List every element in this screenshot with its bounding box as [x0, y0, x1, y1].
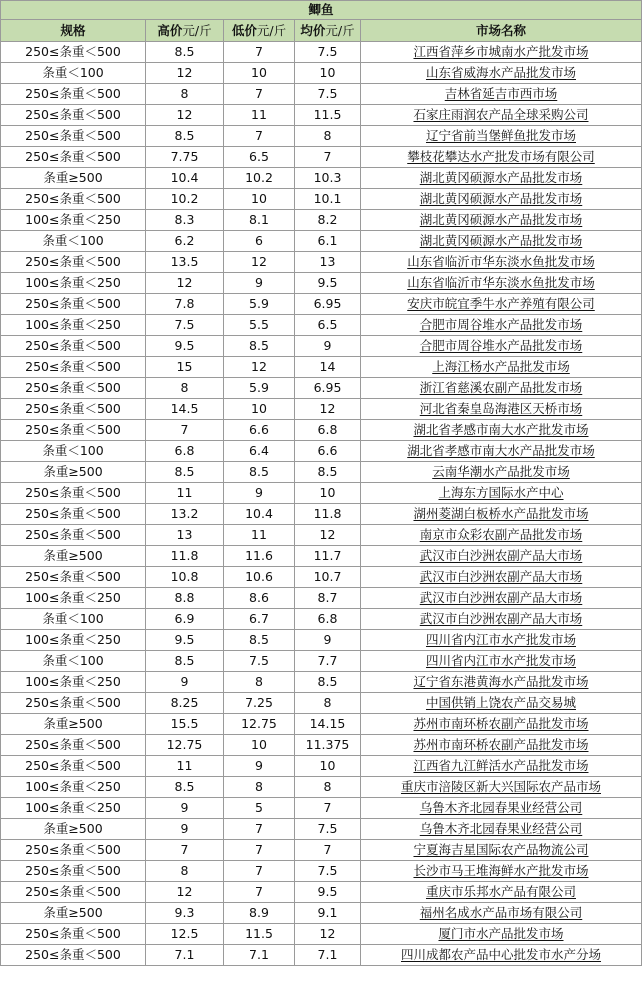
cell-market: 湖北黄冈硕源水产品批发市场	[361, 189, 642, 210]
cell-spec: 条重≥500	[1, 714, 146, 735]
cell-avg: 8	[295, 693, 361, 714]
cell-high: 10.4	[146, 168, 224, 189]
cell-avg: 7	[295, 798, 361, 819]
table-row	[1, 525, 642, 546]
cell-avg: 6.95	[295, 378, 361, 399]
cell-market: 山东省临沂市华东淡水鱼批发市场	[361, 273, 642, 294]
header-high-label: 高价	[157, 23, 183, 38]
cell-high: 8.5	[146, 462, 224, 483]
cell-low: 10.4	[224, 504, 295, 525]
table-row	[1, 147, 642, 168]
cell-low: 8.1	[224, 210, 295, 231]
cell-low: 7.25	[224, 693, 295, 714]
cell-low: 11.5	[224, 924, 295, 945]
cell-spec: 条重＜100	[1, 63, 146, 84]
cell-spec: 250≤条重＜500	[1, 42, 146, 63]
cell-spec: 100≤条重＜250	[1, 798, 146, 819]
cell-high: 7	[146, 420, 224, 441]
header-row	[1, 20, 642, 42]
cell-avg: 11.7	[295, 546, 361, 567]
cell-avg: 10.1	[295, 189, 361, 210]
cell-market: 长沙市马王堆海鲜水产批发市场	[361, 861, 642, 882]
cell-avg: 7.7	[295, 651, 361, 672]
cell-low: 8.6	[224, 588, 295, 609]
cell-avg: 12	[295, 399, 361, 420]
table-row	[1, 924, 642, 945]
cell-high: 8	[146, 378, 224, 399]
cell-high: 9	[146, 798, 224, 819]
cell-low: 8	[224, 777, 295, 798]
cell-low: 12	[224, 357, 295, 378]
cell-avg: 7.1	[295, 945, 361, 966]
cell-high: 8.3	[146, 210, 224, 231]
cell-low: 6.5	[224, 147, 295, 168]
cell-avg: 6.6	[295, 441, 361, 462]
cell-market: 浙江省慈溪农副产品批发市场	[361, 378, 642, 399]
cell-low: 7	[224, 42, 295, 63]
cell-market: 武汉市白沙洲农副产品大市场	[361, 546, 642, 567]
table-row	[1, 420, 642, 441]
cell-avg: 8.5	[295, 462, 361, 483]
cell-low: 10	[224, 63, 295, 84]
cell-high: 12	[146, 63, 224, 84]
table-row	[1, 945, 642, 966]
cell-market: 四川省内江市水产批发市场	[361, 651, 642, 672]
cell-avg: 6.1	[295, 231, 361, 252]
cell-high: 7.75	[146, 147, 224, 168]
cell-spec: 100≤条重＜250	[1, 672, 146, 693]
table-row	[1, 294, 642, 315]
cell-low: 9	[224, 756, 295, 777]
cell-avg: 6.8	[295, 420, 361, 441]
table-row	[1, 651, 642, 672]
cell-avg: 9	[295, 336, 361, 357]
table-row	[1, 588, 642, 609]
cell-low: 8	[224, 672, 295, 693]
cell-high: 8.5	[146, 126, 224, 147]
table-row	[1, 756, 642, 777]
cell-market: 武汉市白沙洲农副产品大市场	[361, 588, 642, 609]
table-row	[1, 483, 642, 504]
cell-spec: 条重＜100	[1, 231, 146, 252]
cell-high: 8.5	[146, 651, 224, 672]
cell-avg: 10.3	[295, 168, 361, 189]
cell-high: 15	[146, 357, 224, 378]
cell-spec: 250≤条重＜500	[1, 567, 146, 588]
cell-high: 8	[146, 84, 224, 105]
cell-avg: 14	[295, 357, 361, 378]
cell-high: 12.5	[146, 924, 224, 945]
cell-high: 7.1	[146, 945, 224, 966]
cell-market: 中国供销上饶农产品交易城	[361, 693, 642, 714]
cell-spec: 250≤条重＜500	[1, 882, 146, 903]
table-row	[1, 798, 642, 819]
cell-market: 攀枝花攀达水产批发市场有限公司	[361, 147, 642, 168]
cell-high: 8.5	[146, 42, 224, 63]
cell-low: 5.9	[224, 378, 295, 399]
table-row	[1, 609, 642, 630]
cell-high: 10.8	[146, 567, 224, 588]
cell-avg: 7.5	[295, 84, 361, 105]
table-row	[1, 777, 642, 798]
cell-market: 厦门市水产品批发市场	[361, 924, 642, 945]
cell-market: 江西省九江鲜活水产品批发市场	[361, 756, 642, 777]
cell-avg: 6.5	[295, 315, 361, 336]
table-row	[1, 357, 642, 378]
cell-market: 重庆市涪陵区新大兴国际农产品市场	[361, 777, 642, 798]
cell-spec: 250≤条重＜500	[1, 189, 146, 210]
cell-spec: 250≤条重＜500	[1, 861, 146, 882]
cell-high: 7.8	[146, 294, 224, 315]
cell-spec: 250≤条重＜500	[1, 399, 146, 420]
table-row	[1, 189, 642, 210]
cell-low: 5	[224, 798, 295, 819]
cell-avg: 7.5	[295, 819, 361, 840]
cell-spec: 250≤条重＜500	[1, 378, 146, 399]
table-row	[1, 105, 642, 126]
cell-low: 9	[224, 273, 295, 294]
cell-spec: 250≤条重＜500	[1, 420, 146, 441]
cell-spec: 100≤条重＜250	[1, 630, 146, 651]
cell-high: 9	[146, 819, 224, 840]
cell-avg: 10	[295, 756, 361, 777]
cell-market: 合肥市周谷堆水产品批发市场	[361, 336, 642, 357]
cell-low: 10.2	[224, 168, 295, 189]
cell-low: 7	[224, 840, 295, 861]
cell-avg: 11.375	[295, 735, 361, 756]
cell-market: 石家庄雨润农产品全球采购公司	[361, 105, 642, 126]
table-row	[1, 861, 642, 882]
cell-high: 11.8	[146, 546, 224, 567]
cell-avg: 9.1	[295, 903, 361, 924]
cell-avg: 9.5	[295, 882, 361, 903]
cell-avg: 7.5	[295, 42, 361, 63]
cell-spec: 250≤条重＜500	[1, 336, 146, 357]
cell-market: 苏州市南环桥农副产品批发市场	[361, 714, 642, 735]
header-low-label: 低价	[231, 23, 257, 38]
cell-high: 12.75	[146, 735, 224, 756]
cell-high: 6.2	[146, 231, 224, 252]
cell-spec: 250≤条重＜500	[1, 357, 146, 378]
table-row	[1, 903, 642, 924]
cell-market: 乌鲁木齐北园春果业经营公司	[361, 798, 642, 819]
table-row	[1, 231, 642, 252]
header-high	[146, 20, 224, 42]
header-high-unit: 元/斤	[182, 23, 212, 38]
table-row	[1, 672, 642, 693]
cell-spec: 条重＜100	[1, 609, 146, 630]
cell-spec: 250≤条重＜500	[1, 84, 146, 105]
cell-market: 湖北黄冈硕源水产品批发市场	[361, 168, 642, 189]
header-avg	[295, 20, 361, 42]
table-row	[1, 315, 642, 336]
cell-market: 武汉市白沙洲农副产品大市场	[361, 609, 642, 630]
cell-market: 湖北省孝感市南大水产批发市场	[361, 420, 642, 441]
cell-spec: 100≤条重＜250	[1, 315, 146, 336]
cell-spec: 250≤条重＜500	[1, 504, 146, 525]
cell-high: 6.9	[146, 609, 224, 630]
cell-low: 6.6	[224, 420, 295, 441]
cell-low: 9	[224, 483, 295, 504]
table-row	[1, 84, 642, 105]
table-row	[1, 567, 642, 588]
cell-high: 7	[146, 840, 224, 861]
cell-high: 10.2	[146, 189, 224, 210]
cell-spec: 条重≥500	[1, 462, 146, 483]
cell-low: 7	[224, 126, 295, 147]
cell-market: 湖北黄冈硕源水产品批发市场	[361, 231, 642, 252]
cell-high: 13	[146, 525, 224, 546]
cell-avg: 7	[295, 840, 361, 861]
cell-avg: 12	[295, 924, 361, 945]
cell-spec: 条重≥500	[1, 903, 146, 924]
cell-spec: 250≤条重＜500	[1, 693, 146, 714]
header-low-unit: 元/斤	[256, 23, 287, 38]
cell-high: 8.5	[146, 777, 224, 798]
cell-low: 6.4	[224, 441, 295, 462]
table-row	[1, 735, 642, 756]
cell-high: 15.5	[146, 714, 224, 735]
table-row	[1, 63, 642, 84]
cell-high: 13.2	[146, 504, 224, 525]
cell-avg: 6.95	[295, 294, 361, 315]
table-row	[1, 693, 642, 714]
cell-high: 9.3	[146, 903, 224, 924]
cell-spec: 条重≥500	[1, 546, 146, 567]
cell-spec: 条重＜100	[1, 651, 146, 672]
cell-market: 福州名成水产品市场有限公司	[361, 903, 642, 924]
cell-low: 10	[224, 735, 295, 756]
cell-spec: 100≤条重＜250	[1, 210, 146, 231]
table-row	[1, 882, 642, 903]
cell-market: 江西省萍乡市城南水产批发市场	[361, 42, 642, 63]
table-row	[1, 714, 642, 735]
cell-avg: 8	[295, 777, 361, 798]
header-market: 市场名称	[361, 20, 642, 42]
table-row	[1, 252, 642, 273]
cell-spec: 条重＜100	[1, 441, 146, 462]
cell-avg: 7.5	[295, 861, 361, 882]
table-row	[1, 336, 642, 357]
cell-high: 14.5	[146, 399, 224, 420]
cell-market: 辽宁省前当堡鲜鱼批发市场	[361, 126, 642, 147]
cell-avg: 8.7	[295, 588, 361, 609]
cell-avg: 10	[295, 483, 361, 504]
cell-high: 13.5	[146, 252, 224, 273]
cell-market: 宁夏海吉星国际农产品物流公司	[361, 840, 642, 861]
cell-avg: 6.8	[295, 609, 361, 630]
cell-low: 11.6	[224, 546, 295, 567]
cell-spec: 250≤条重＜500	[1, 735, 146, 756]
cell-market: 四川省内江市水产批发市场	[361, 630, 642, 651]
cell-spec: 250≤条重＜500	[1, 924, 146, 945]
cell-low: 7	[224, 819, 295, 840]
table-row	[1, 273, 642, 294]
header-spec: 规格	[1, 20, 146, 42]
cell-spec: 100≤条重＜250	[1, 273, 146, 294]
cell-low: 11	[224, 525, 295, 546]
cell-spec: 250≤条重＜500	[1, 252, 146, 273]
cell-high: 12	[146, 273, 224, 294]
table-row	[1, 819, 642, 840]
cell-market: 乌鲁木齐北园春果业经营公司	[361, 819, 642, 840]
cell-market: 河北省秦皇岛海港区天桥市场	[361, 399, 642, 420]
cell-spec: 250≤条重＜500	[1, 294, 146, 315]
cell-low: 5.9	[224, 294, 295, 315]
cell-market: 湖北省孝感市南大水产品批发市场	[361, 441, 642, 462]
cell-market: 南京市众彩农副产品批发市场	[361, 525, 642, 546]
cell-spec: 250≤条重＜500	[1, 525, 146, 546]
cell-market: 武汉市白沙洲农副产品大市场	[361, 567, 642, 588]
cell-high: 8	[146, 861, 224, 882]
cell-spec: 100≤条重＜250	[1, 588, 146, 609]
cell-low: 8.5	[224, 336, 295, 357]
cell-high: 11	[146, 756, 224, 777]
cell-spec: 250≤条重＜500	[1, 840, 146, 861]
cell-avg: 9.5	[295, 273, 361, 294]
cell-market: 吉林省延吉市西市场	[361, 84, 642, 105]
cell-spec: 条重≥500	[1, 819, 146, 840]
cell-avg: 10.7	[295, 567, 361, 588]
header-low	[224, 20, 295, 42]
cell-spec: 250≤条重＜500	[1, 126, 146, 147]
cell-low: 7.5	[224, 651, 295, 672]
cell-low: 6	[224, 231, 295, 252]
cell-low: 12.75	[224, 714, 295, 735]
cell-low: 8.5	[224, 630, 295, 651]
cell-avg: 11.5	[295, 105, 361, 126]
cell-low: 7	[224, 861, 295, 882]
cell-market: 辽宁省东港黄海水产品批发市场	[361, 672, 642, 693]
cell-market: 湖北黄冈硕源水产品批发市场	[361, 210, 642, 231]
cell-avg: 12	[295, 525, 361, 546]
cell-market: 重庆市乐邦水产品有限公司	[361, 882, 642, 903]
cell-low: 11	[224, 105, 295, 126]
table-row	[1, 441, 642, 462]
cell-spec: 250≤条重＜500	[1, 105, 146, 126]
cell-low: 8.9	[224, 903, 295, 924]
cell-market: 合肥市周谷堆水产品批发市场	[361, 315, 642, 336]
table-row	[1, 504, 642, 525]
cell-low: 7	[224, 882, 295, 903]
cell-market: 苏州市南环桥农副产品批发市场	[361, 735, 642, 756]
header-avg-unit: 元/斤	[325, 23, 355, 38]
cell-avg: 8	[295, 126, 361, 147]
cell-high: 9.5	[146, 630, 224, 651]
cell-avg: 7	[295, 147, 361, 168]
cell-low: 10	[224, 189, 295, 210]
cell-spec: 250≤条重＜500	[1, 945, 146, 966]
cell-high: 9	[146, 672, 224, 693]
cell-spec: 250≤条重＜500	[1, 147, 146, 168]
cell-spec: 250≤条重＜500	[1, 483, 146, 504]
table-row	[1, 210, 642, 231]
cell-avg: 8.2	[295, 210, 361, 231]
cell-market: 安庆市皖宜季牛水产养殖有限公司	[361, 294, 642, 315]
table-row	[1, 399, 642, 420]
cell-market: 上海江杨水产品批发市场	[361, 357, 642, 378]
cell-high: 12	[146, 882, 224, 903]
table-row	[1, 168, 642, 189]
cell-spec: 100≤条重＜250	[1, 777, 146, 798]
cell-high: 12	[146, 105, 224, 126]
cell-market: 云南华潮水产品批发市场	[361, 462, 642, 483]
cell-market: 湖州菱湖白板桥水产品批发市场	[361, 504, 642, 525]
cell-avg: 10	[295, 63, 361, 84]
cell-market: 山东省临沂市华东淡水鱼批发市场	[361, 252, 642, 273]
table-title: 鲫鱼	[1, 1, 642, 20]
header-avg-label: 均价	[300, 23, 326, 38]
cell-market: 上海东方国际水产中心	[361, 483, 642, 504]
cell-low: 7.1	[224, 945, 295, 966]
cell-market: 山东省威海水产品批发市场	[361, 63, 642, 84]
cell-spec: 条重≥500	[1, 168, 146, 189]
cell-avg: 11.8	[295, 504, 361, 525]
cell-low: 7	[224, 84, 295, 105]
cell-spec: 250≤条重＜500	[1, 756, 146, 777]
table-row	[1, 840, 642, 861]
cell-low: 5.5	[224, 315, 295, 336]
cell-high: 8.25	[146, 693, 224, 714]
table-row	[1, 126, 642, 147]
table-row	[1, 462, 642, 483]
cell-market: 四川成都农产品中心批发市水产分场	[361, 945, 642, 966]
cell-high: 9.5	[146, 336, 224, 357]
table-body	[1, 42, 642, 966]
cell-low: 6.7	[224, 609, 295, 630]
table-row	[1, 378, 642, 399]
cell-low: 12	[224, 252, 295, 273]
cell-low: 10.6	[224, 567, 295, 588]
cell-avg: 9	[295, 630, 361, 651]
cell-high: 11	[146, 483, 224, 504]
cell-high: 8.8	[146, 588, 224, 609]
cell-low: 8.5	[224, 462, 295, 483]
cell-high: 6.8	[146, 441, 224, 462]
table-row	[1, 42, 642, 63]
cell-avg: 13	[295, 252, 361, 273]
cell-high: 7.5	[146, 315, 224, 336]
cell-avg: 8.5	[295, 672, 361, 693]
cell-low: 10	[224, 399, 295, 420]
cell-avg: 14.15	[295, 714, 361, 735]
table-row	[1, 546, 642, 567]
table-row	[1, 630, 642, 651]
